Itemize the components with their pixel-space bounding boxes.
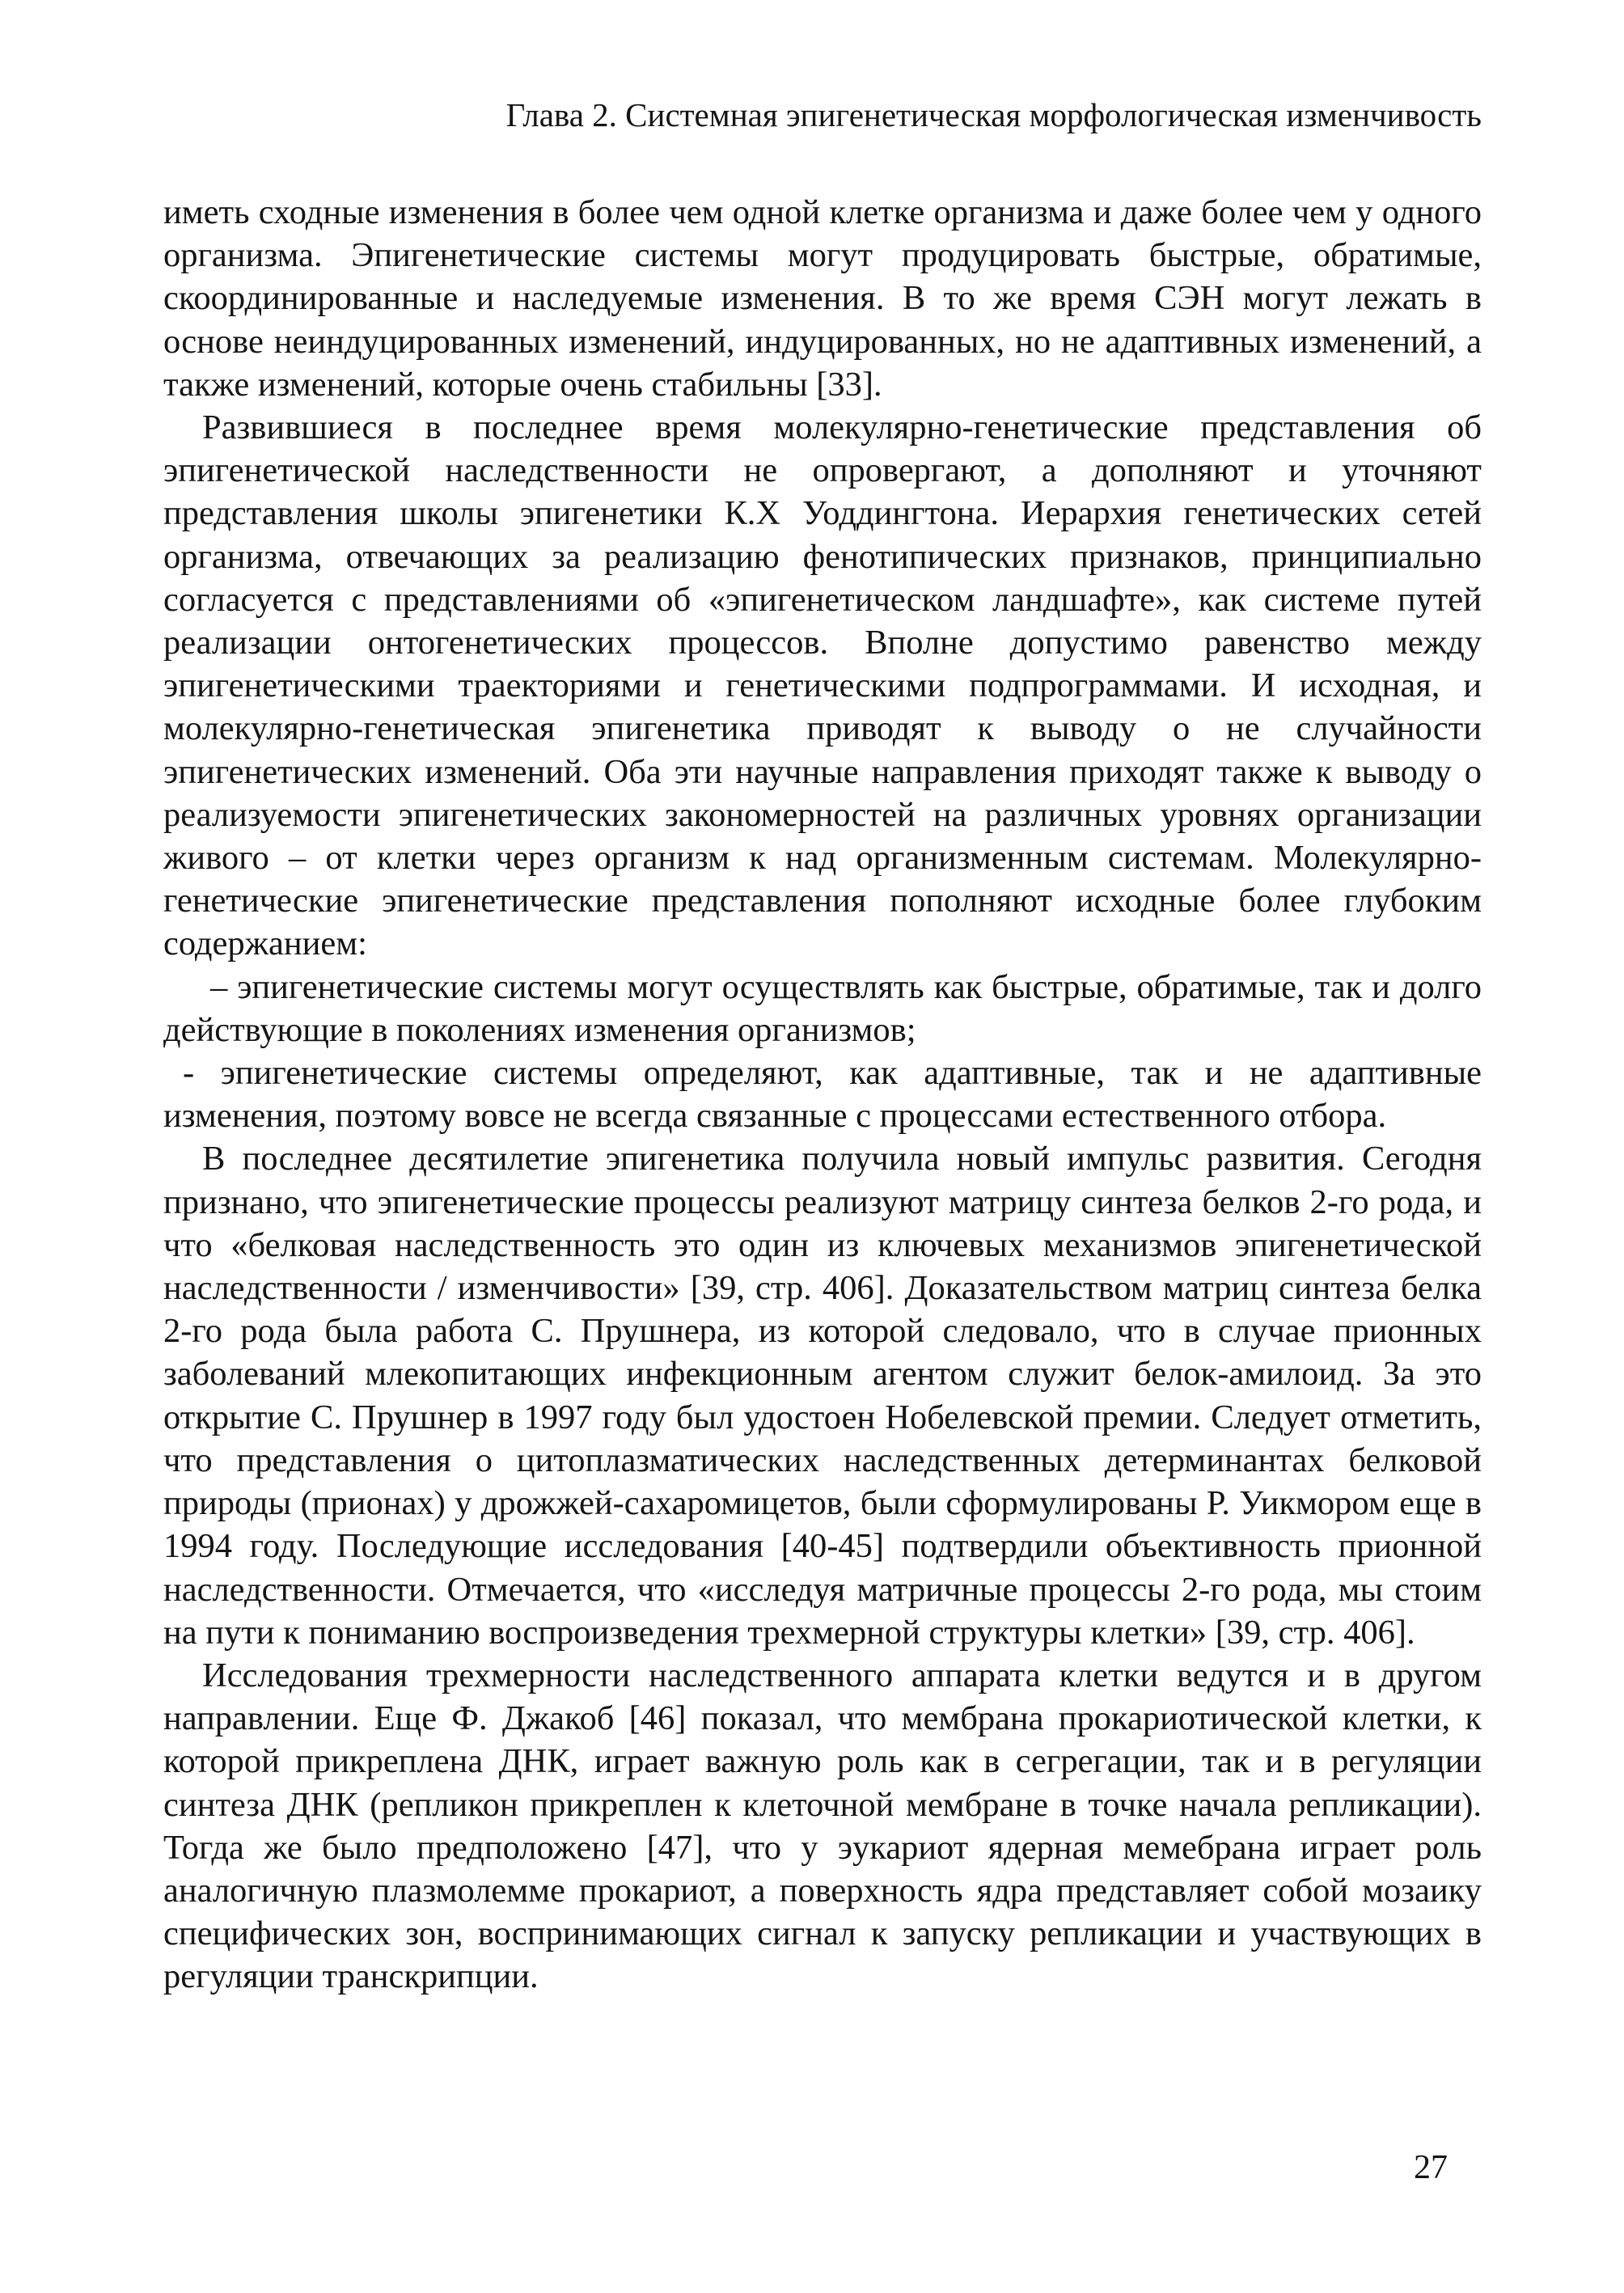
body-text bbox=[163, 191, 1482, 1999]
paragraph-continuation: иметь сходные изменения в более чем одной клетке организма и даже более чем у одного организма. Эпигенетические системы могут продуцировать быстрые, обратимые, скоординированные и наследуемые изменения. В то же время СЭН могут лежать в основе неиндуцированных изменений, индуцированных, но не адаптивных изменений, а также изменений, которые очень стабильны [33]. bbox=[163, 193, 1482, 404]
paragraph-molecular-genetic: Развившиеся в последнее время молекулярно-генетические представления об эпигенетической наследственности не опровергают, а дополняют и уточняют представления школы эпигенетики К.Х Уоддингтона. Иерархия генетических сетей организма, отвечающих за реализацию фенотипических признаков, принципиально согласуется с представлениями об «эпигенетическом ландшафте», как системе путей реализации онтогенетических процессов. Вполне допустимо равенство между эпигенетическими траекториями и генетическими подпрограммами. И исходная, и молекулярно-генетическая эпигенетика приводят к выводу о не случайности эпигенетических изменений. Оба эти научные направления приходят также к выводу о реализуемости эпигенетических закономерностей на различных уровнях организации живого – от клетки через организм к над организменным системам. Молекулярно-генетические эпигенетические представления пополняют исходные более глубоким содержанием: bbox=[163, 408, 1482, 963]
running-header: Глава 2. Системная эпигенетическая морфологическая изменчивость bbox=[505, 96, 1482, 133]
list-item-adaptive: - эпигенетические системы определяют, как адаптивные, так и не адаптивные изменения, поэтому вовсе не всегда связанные с процессами естественного отбора. bbox=[163, 1054, 1482, 1136]
page-number: 27 bbox=[1414, 2149, 1448, 2186]
paragraph-protein-inheritance: В последнее десятилетие эпигенетика получила новый импульс развития. Сегодня признано, что эпигенетические процессы реализуют матрицу синтеза белков 2-го рода, и что «белковая наследственность это один из ключевых механизмов эпигенетической наследственности / изменчивости» [39, стр. 406]. Доказательством матриц синтеза белка 2-го рода была работа С. Прушнера, из которой следовало, что в случае прионных заболеваний млекопитающих инфекционным агентом служит белок-амилоид. За это открытие С. Прушнер в 1997 году был удостоен Нобелевской премии. Следует отметить, что представления о цитоплазматических наследственных детерминантах белковой природы (прионах) у дрожжей-сахаромицетов, были сформулированы Р. Уикмором еще в 1994 году. Последующие исследования [40-45] подтвердили объективность прионной наследственности. Отмечается, что «исследуя матричные процессы 2-го рода, мы стоим на пути к пониманию воспроизведения трехмерной структуры клетки» [39, стр. 406]. bbox=[163, 1140, 1482, 1652]
paragraph-three-dimensionality: Исследования трехмерности наследственного аппарата клетки ведутся и в другом направлении. Еще Ф. Джакоб [46] показал, что мембрана прокариотической клетки, к которой прикреплена ДНК, играет важную роль как в сегрегации, так и в регуляции синтеза ДНК (репликон прикреплен к клеточной мембране в точке начала репликации). Тогда же было предположено [47], что у эукариот ядерная мемебрана играет роль аналогичную плазмолемме прокариот, а поверхность ядра представляет собой мозаику специфических зон, воспринимающих сигнал к запуску репликации и участвующих в регуляции транскрипции. bbox=[163, 1656, 1482, 1996]
list-item-fast-reversible: – эпигенетические системы могут осуществлять как быстрые, обратимые, так и долго действующие в поколениях изменения организмов; bbox=[163, 967, 1482, 1049]
